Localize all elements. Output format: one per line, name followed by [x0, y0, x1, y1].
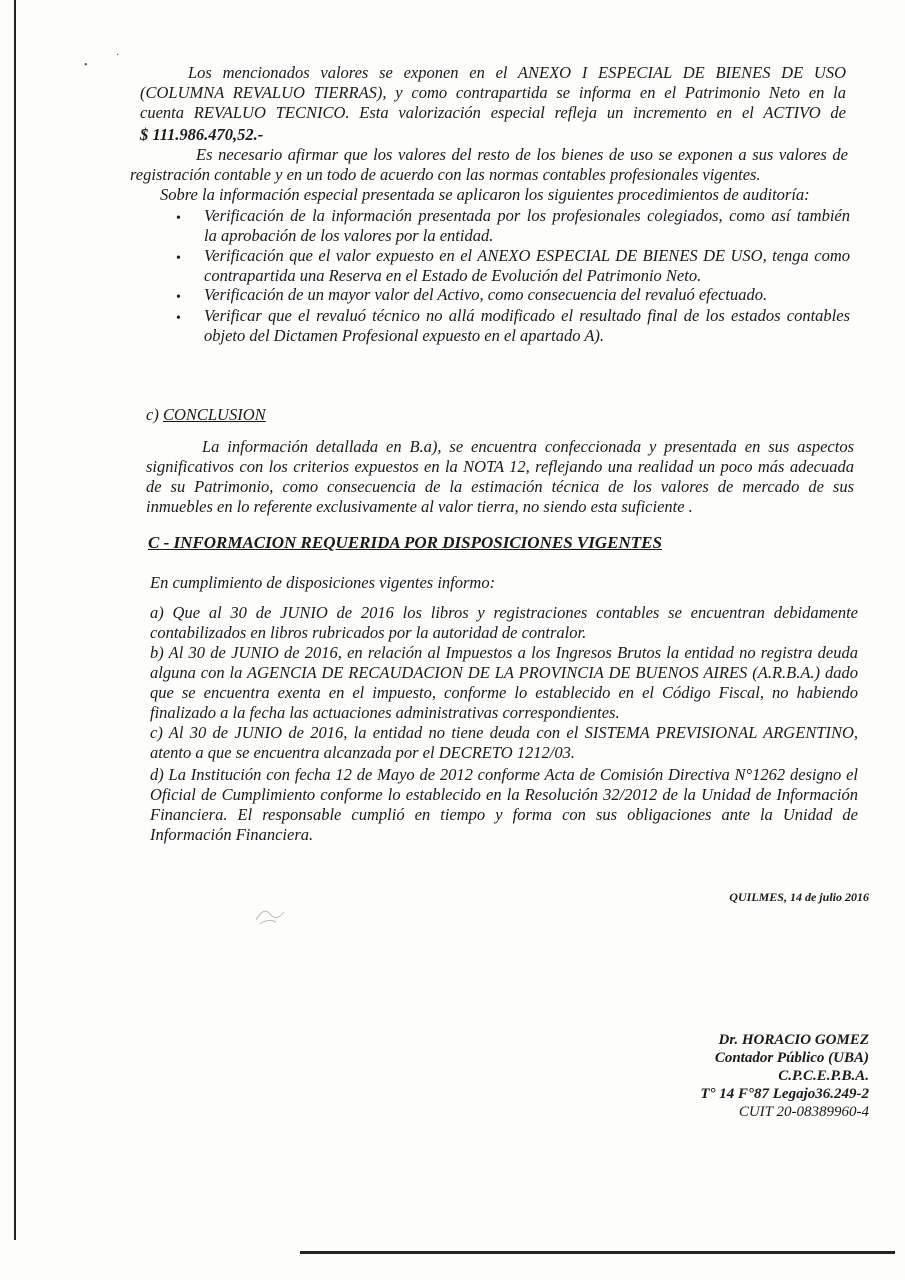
place-date — [729, 888, 869, 906]
disclosure-line: que se encuentra exenta en el impuesto, conforme lo establecido en el Código Fiscal, no habiendo — [150, 683, 858, 702]
signer-council: C.P.C.E.P.B.A. — [778, 1068, 869, 1084]
disclosure-line: Financiera. El responsable cumplió en tiempo y forma con sus obligaciones ante la Unidad de — [150, 805, 858, 824]
bullet-item-line: objeto del Dictamen Profesional expuesto en el apartado A). — [204, 326, 605, 345]
disclosure-line: Oficial de Cumplimiento conforme lo establecido en la Resolución 32/2012 de la Unidad de Información — [150, 785, 858, 804]
scan-speck: • — [84, 60, 88, 71]
bullet-item-line: Verificación de la información presentada por los profesionales colegiados, como así también — [204, 206, 850, 225]
bullet-item-line: Verificación de un mayor valor del Activo, como consecuencia del revaluó efectuado. — [204, 285, 768, 304]
conclusion-line: de su Patrimonio, como consecuencia de la estimación técnica de los valores de mercado de sus — [146, 477, 854, 496]
bullet-item-line: contrapartida una Reserva en el Estado de Evolución del Patrimonio Neto. — [204, 266, 702, 285]
paragraph-line: registración contable y en un todo de acuerdo con las normas contables profesionales vigentes. — [130, 165, 761, 184]
conclusion-line: La información detallada en B.a), se encuentra confeccionada y presentada en sus aspectos — [202, 437, 854, 456]
section-c-intro: En cumplimiento de disposiciones vigentes informo: — [150, 573, 496, 592]
disclosure-line: contabilizados en libros rubricados por la autoridad de contralor. — [150, 623, 587, 642]
disclosure-line: d) La Institución con fecha 12 de Mayo de 2012 conforme Acta de Comisión Directiva N°1262 designo el — [150, 765, 858, 784]
bullet-icon: • — [176, 211, 181, 226]
place: QUILMES, — [729, 890, 787, 904]
bullet-item-line: Verificación que el valor expuesto en el ANEXO ESPECIAL DE BIENES DE USO, tenga como — [204, 246, 850, 265]
signer-cuit: CUIT 20-08389960-4 — [738, 1104, 869, 1120]
revaluation-amount: $ 111.986.470,52.- — [140, 125, 264, 144]
signer-registry: T° 14 F°87 Legajo36.249-2 — [700, 1086, 869, 1102]
section-c-heading: C - INFORMACION REQUERIDA POR DISPOSICIONES VIGENTES — [148, 533, 662, 552]
disclosure-line: atento a que se encuentra alcanzada por el DECRETO 1212/03. — [150, 743, 575, 762]
paragraph-line: Los mencionados valores se exponen en el ANEXO I ESPECIAL DE BIENES DE USO — [188, 63, 846, 82]
scan-bottom-edge — [300, 1251, 895, 1254]
scan-left-edge — [0, 0, 16, 1240]
paragraph-line: (COLUMNA REVALUO TIERRAS), y como contrapartida se informa en el Patrimonio Neto en la — [140, 83, 846, 102]
conclusion-heading — [146, 406, 266, 424]
paragraph-line: Es necesario afirmar que los valores del resto de los bienes de uso se exponen a sus valores de — [196, 145, 848, 164]
conclusion-title: CONCLUSION — [162, 405, 266, 424]
disclosure-line: finalizado a la fecha las actuaciones administrativas correspondientes. — [150, 703, 620, 722]
conclusion-line: significativos con los criterios expuestos en la NOTA 12, reflejando una realidad un poco más adecuada — [146, 457, 854, 476]
bullet-item-line: la aprobación de los valores por la entidad. — [204, 226, 494, 245]
bullet-item-line: Verificar que el revaluó técnico no allá modificado el resultado final de los estados contables — [204, 306, 850, 325]
disclosure-line: a) Que al 30 de JUNIO de 2016 los libros y registraciones contables se encuentran debidamente — [150, 603, 858, 622]
conclusion-line: inmuebles en lo referente exclusivamente al valor tierra, no siendo esta suficiente . — [146, 497, 693, 516]
disclosure-line: b) Al 30 de JUNIO de 2016, en relación al Impuestos a los Ingresos Brutos la entidad no registra deuda — [150, 643, 858, 662]
bullet-icon: • — [176, 251, 181, 266]
date: 14 de julio 2016 — [789, 890, 869, 904]
paragraph-line: cuenta REVALUO TECNICO. Esta valorización especial refleja un incremento en el ACTIVO de — [140, 103, 846, 122]
scan-speck: · — [116, 50, 120, 61]
bullet-icon: • — [176, 311, 181, 326]
bullet-icon: • — [176, 290, 181, 305]
conclusion-prefix: c) — [146, 405, 163, 424]
disclosure-line: alguna con la AGENCIA DE RECAUDACION DE LA PROVINCIA DE BUENOS AIRES (A.R.B.A.) dado — [150, 663, 858, 682]
signer-title: Contador Público (UBA) — [714, 1050, 869, 1066]
disclosure-line: c) Al 30 de JUNIO de 2016, la entidad no tiene deuda con el SISTEMA PREVISIONAL ARGENTINO, — [150, 723, 858, 742]
disclosure-line: Información Financiera. — [150, 825, 314, 844]
faint-stamp-mark — [250, 900, 290, 930]
signer-name: Dr. HORACIO GOMEZ — [718, 1032, 869, 1048]
procedures-intro: Sobre la información especial presentada se aplicaron los siguientes procedimientos de auditoría: — [160, 185, 810, 204]
